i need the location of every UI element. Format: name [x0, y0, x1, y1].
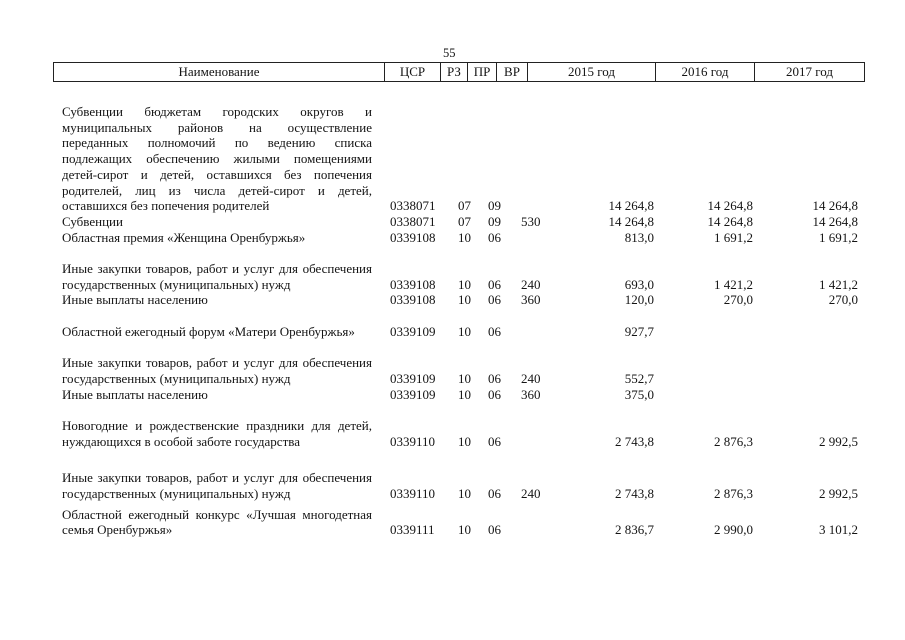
row-pr: 09 [488, 213, 501, 229]
row-2015: 375,0 [624, 386, 654, 402]
row-2017: 2 992,5 [819, 433, 858, 449]
row-rz: 10 [458, 276, 471, 292]
row-rz: 07 [458, 213, 471, 229]
row-name: Субвенции [62, 213, 123, 229]
row-pr: 09 [488, 198, 501, 214]
header-2016: 2016 год [656, 63, 755, 81]
row-pr: 06 [488, 370, 501, 386]
row-2015: 14 264,8 [608, 213, 654, 229]
row-2017: 1 421,2 [819, 276, 858, 292]
table-row [0, 449, 905, 501]
row-pr: 06 [488, 386, 501, 402]
row-name: Областной ежегодный форум «Матери Оренбуржья» [62, 323, 355, 339]
row-2016: 14 264,8 [707, 213, 753, 229]
row-2015: 813,0 [624, 229, 654, 245]
header-csr: ЦСР [385, 63, 441, 81]
row-name: Иные закупки товаров, работ и услуг для обеспечения государственных (муниципальных) нужд [62, 355, 372, 386]
table-row [0, 230, 905, 246]
row-csr: 0339108 [390, 276, 436, 292]
page-number: 55 [443, 46, 456, 60]
row-2015: 2 743,8 [615, 433, 654, 449]
row-2015: 2 836,7 [615, 522, 654, 538]
table-row [0, 387, 905, 403]
row-rz: 10 [458, 485, 471, 501]
row-name: Субвенции бюджетам городских округов и муниципальных районов на осуществление переданных полномочий по ведению списка подлежащих обеспечению жилыми помещениями детей-сирот и детей, оставшихся без попечения родителей, лиц из числа детей-сирот и детей, оставшихся без попечения родителей [62, 104, 372, 214]
table-row [0, 94, 905, 214]
table-row [0, 502, 905, 538]
table-row [0, 292, 905, 308]
row-2016: 2 990,0 [714, 522, 753, 538]
header-pr: ПР [468, 63, 497, 81]
row-csr: 0338071 [390, 213, 436, 229]
table-row [0, 308, 905, 339]
row-pr: 06 [488, 323, 501, 339]
row-2017: 14 264,8 [812, 213, 858, 229]
row-csr: 0339110 [390, 485, 436, 501]
row-rz: 10 [458, 370, 471, 386]
row-rz: 07 [458, 198, 471, 214]
row-rz: 10 [458, 433, 471, 449]
row-2017: 3 101,2 [819, 522, 858, 538]
row-pr: 06 [488, 522, 501, 538]
row-vr: 240 [521, 276, 541, 292]
row-csr: 0339111 [390, 522, 435, 538]
header-rz: РЗ [441, 63, 468, 81]
row-vr: 240 [521, 370, 541, 386]
row-csr: 0338071 [390, 198, 436, 214]
row-name: Иные закупки товаров, работ и услуг для обеспечения государственных (муниципальных) нужд [62, 261, 372, 292]
row-pr: 06 [488, 485, 501, 501]
row-2016: 2 876,3 [714, 485, 753, 501]
row-name: Областной ежегодный конкурс «Лучшая многодетная семья Оренбуржья» [62, 506, 372, 538]
row-name: Иные выплаты населению [62, 292, 208, 308]
row-2017: 14 264,8 [812, 198, 858, 214]
row-csr: 0339108 [390, 292, 436, 308]
row-pr: 06 [488, 276, 501, 292]
row-rz: 10 [458, 522, 471, 538]
row-2015: 552,7 [624, 370, 654, 386]
row-pr: 06 [488, 229, 501, 245]
row-name: Иные выплаты населению [62, 386, 208, 402]
row-vr: 360 [521, 386, 541, 402]
row-name: Новогодние и рождественские праздники для детей, нуждающихся в особой заботе государства [62, 418, 372, 449]
row-2016: 1 421,2 [714, 276, 753, 292]
row-vr: 360 [521, 292, 541, 308]
row-rz: 10 [458, 229, 471, 245]
row-2015: 2 743,8 [615, 485, 654, 501]
table-header [53, 62, 865, 82]
table-row [0, 402, 905, 449]
row-rz: 10 [458, 292, 471, 308]
row-2016: 1 691,2 [714, 229, 753, 245]
table-row [0, 340, 905, 387]
row-vr: 530 [521, 213, 541, 229]
header-vr: ВР [497, 63, 528, 81]
row-csr: 0339108 [390, 229, 436, 245]
row-rz: 10 [458, 386, 471, 402]
row-pr: 06 [488, 433, 501, 449]
row-pr: 06 [488, 292, 501, 308]
row-name: Областная премия «Женщина Оренбуржья» [62, 229, 306, 245]
row-name: Иные закупки товаров, работ и услуг для обеспечения государственных (муниципальных) нужд [62, 470, 372, 501]
row-csr: 0339110 [390, 433, 436, 449]
row-2016: 270,0 [723, 292, 753, 308]
table-row [0, 214, 905, 230]
table-body [0, 94, 905, 538]
row-csr: 0339109 [390, 370, 436, 386]
header-2017: 2017 год [786, 64, 833, 79]
row-csr: 0339109 [390, 323, 436, 339]
row-2015: 693,0 [624, 276, 654, 292]
row-2017: 2 992,5 [819, 485, 858, 501]
row-2015: 14 264,8 [608, 198, 654, 214]
row-2017: 1 691,2 [819, 229, 858, 245]
row-vr: 240 [521, 485, 541, 501]
row-csr: 0339109 [390, 386, 436, 402]
row-2016: 2 876,3 [714, 433, 753, 449]
row-2015: 927,7 [624, 323, 654, 339]
row-2015: 120,0 [624, 292, 654, 308]
header-2015: 2015 год [528, 63, 656, 81]
row-2017: 270,0 [828, 292, 858, 308]
table-row [0, 245, 905, 292]
row-rz: 10 [458, 323, 471, 339]
header-name: Наименование [54, 63, 385, 81]
row-2016: 14 264,8 [707, 198, 753, 214]
